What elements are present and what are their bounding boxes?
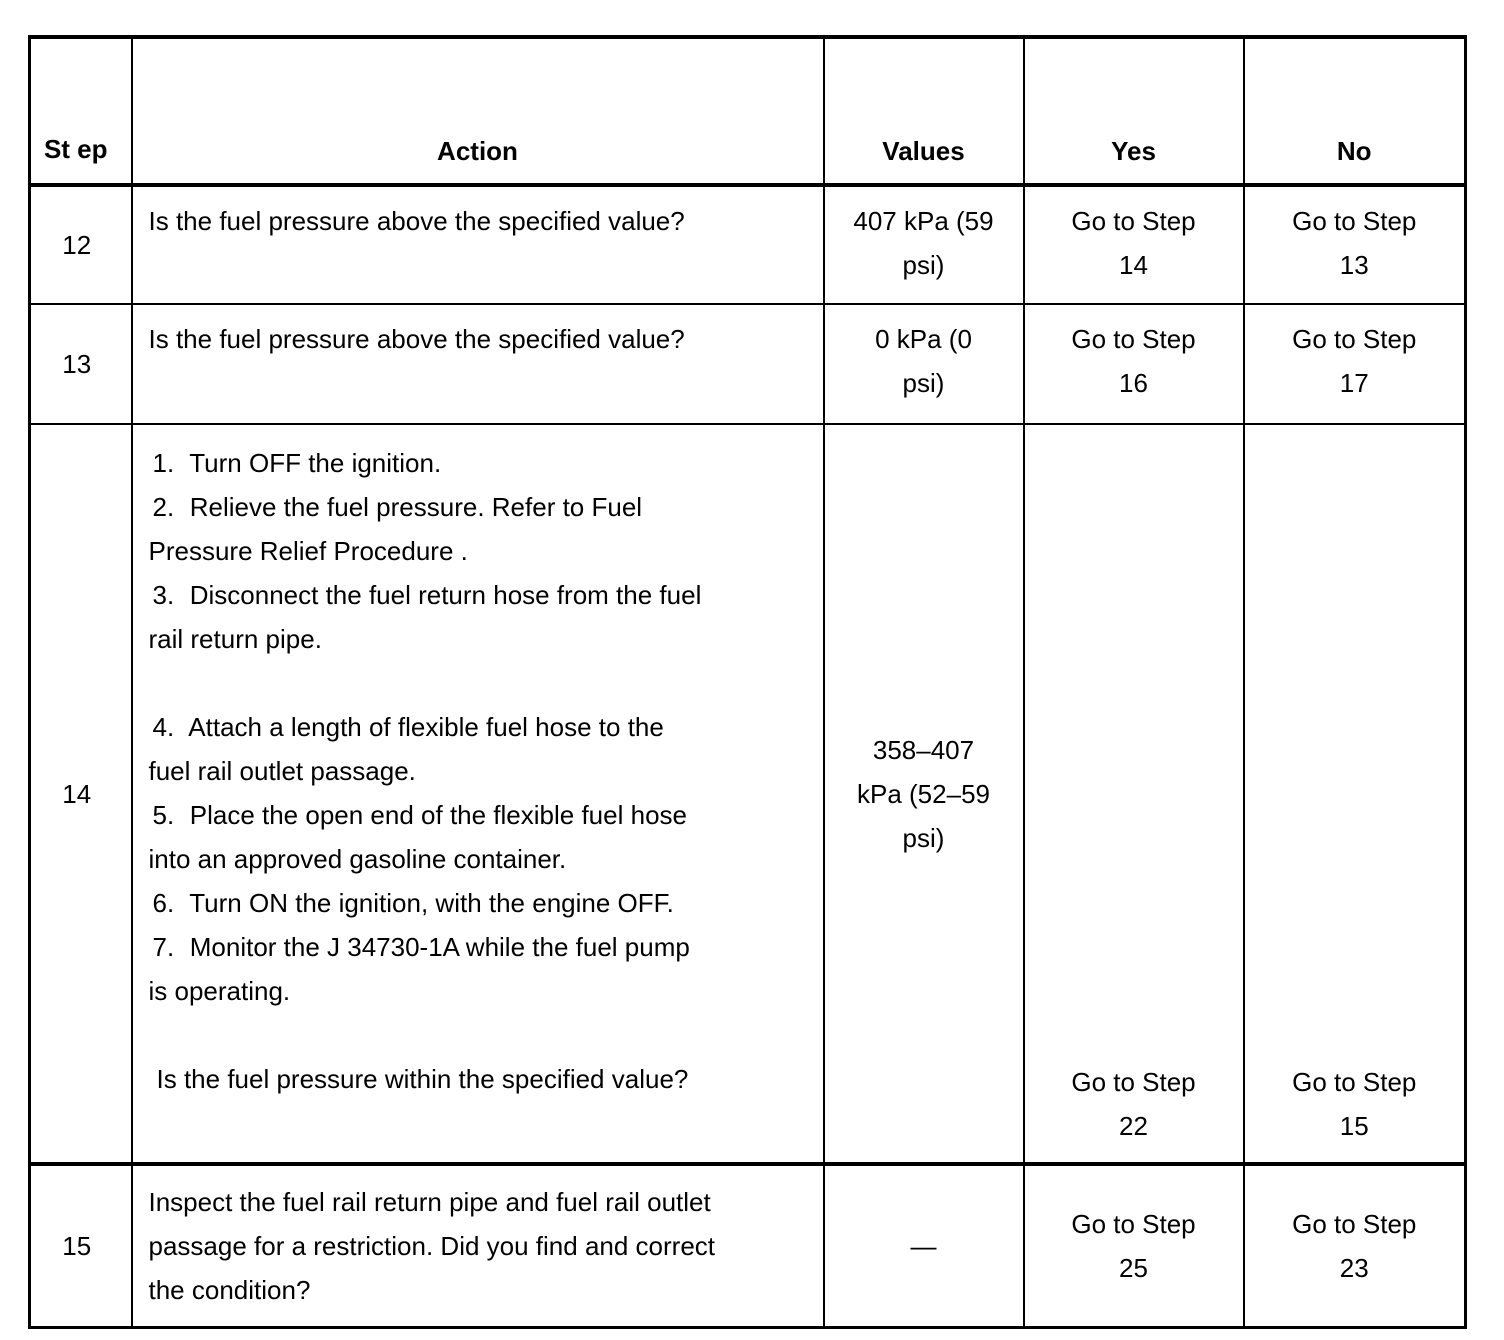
procedure-step-text: Turn ON the ignition, with the engine OFF. bbox=[189, 888, 674, 918]
header-values: Values bbox=[824, 37, 1024, 185]
action-text: Inspect the fuel rail return pipe and fuel rail outlet passage for a restriction. Did you find and correct the condition? bbox=[132, 1164, 824, 1327]
spacer bbox=[149, 661, 703, 705]
procedure-step-number: 2. bbox=[152, 492, 175, 522]
action-procedure bbox=[132, 424, 824, 1164]
spec-value-text: 407 kPa (59 psi) bbox=[853, 206, 994, 280]
step-number: 15 bbox=[30, 1164, 132, 1327]
header-action: Action bbox=[132, 37, 824, 185]
procedure-step-number: 6. bbox=[152, 888, 175, 918]
yes-cell bbox=[1024, 424, 1244, 1164]
yes-goto-link[interactable]: Go to Step 16 bbox=[1071, 324, 1196, 398]
no-goto-link[interactable]: Go to Step 23 bbox=[1292, 1208, 1417, 1283]
procedure-step-number: 3. bbox=[152, 580, 175, 610]
yes-cell bbox=[1024, 304, 1244, 424]
no-cell bbox=[1244, 424, 1466, 1164]
no-goto-link[interactable]: Go to Step 17 bbox=[1292, 324, 1417, 398]
table-row bbox=[30, 1164, 1466, 1327]
table-row bbox=[30, 424, 1466, 1164]
procedure-step-text: Turn OFF the ignition. bbox=[189, 448, 442, 478]
yes-cell bbox=[1024, 185, 1244, 304]
procedure-step bbox=[149, 925, 703, 1013]
procedure-step bbox=[149, 573, 703, 661]
procedure-step-number: 4. bbox=[152, 712, 175, 742]
yes-cell bbox=[1024, 1164, 1244, 1327]
action-text: Is the fuel pressure above the specified value? bbox=[132, 304, 824, 424]
yes-goto-link[interactable]: Go to Step 25 bbox=[1071, 1208, 1196, 1283]
procedure-step-number: 5. bbox=[152, 800, 175, 830]
yes-goto-link[interactable]: Go to Step 22 bbox=[1071, 1067, 1196, 1141]
no-cell bbox=[1244, 1164, 1466, 1327]
spec-value bbox=[824, 424, 1024, 1164]
table-row bbox=[30, 185, 1466, 304]
spec-value-text: 0 kPa (0 psi) bbox=[875, 324, 972, 398]
procedure-step-number: 7. bbox=[152, 932, 175, 962]
diagnostic-table bbox=[28, 35, 1467, 1329]
step-number: 13 bbox=[30, 304, 132, 424]
spec-value-text: — bbox=[910, 1230, 937, 1261]
table-row bbox=[30, 304, 1466, 424]
spec-value-text: 358–407 kPa (52–59 psi) bbox=[857, 734, 990, 853]
procedure-step-number: 1. bbox=[152, 448, 175, 478]
procedure-step bbox=[149, 705, 703, 793]
action-text: Is the fuel pressure above the specified value? bbox=[132, 185, 824, 304]
procedure-step-text: Relieve the fuel pressure. Refer to Fuel Pressure Relief Procedure . bbox=[148, 492, 643, 566]
procedure-step bbox=[149, 881, 703, 925]
header-yes: Yes bbox=[1024, 37, 1244, 185]
procedure-step bbox=[149, 793, 703, 881]
yes-goto-link[interactable]: Go to Step 14 bbox=[1071, 206, 1196, 280]
procedure-step-text: Disconnect the fuel return hose from the fuel rail return pipe. bbox=[148, 580, 702, 654]
header-step: St ep bbox=[30, 37, 132, 185]
no-cell bbox=[1244, 304, 1466, 424]
header-row bbox=[30, 37, 1466, 185]
procedure-step-text: Place the open end of the flexible fuel hose into an approved gasoline container. bbox=[148, 800, 687, 874]
step-number: 14 bbox=[30, 424, 132, 1164]
procedure-step-text: Attach a length of flexible fuel hose to the fuel rail outlet passage. bbox=[148, 712, 664, 786]
step-number: 12 bbox=[30, 185, 132, 304]
spec-value bbox=[824, 304, 1024, 424]
procedure-step bbox=[149, 441, 703, 485]
header-no: No bbox=[1244, 37, 1466, 185]
procedure-step bbox=[149, 485, 703, 573]
no-goto-link[interactable]: Go to Step 13 bbox=[1292, 206, 1417, 280]
no-cell bbox=[1244, 185, 1466, 304]
spec-value bbox=[824, 1164, 1024, 1327]
spec-value bbox=[824, 185, 1024, 304]
procedure-step-text: Monitor the J 34730-1A while the fuel pump is operating. bbox=[148, 932, 690, 1006]
procedure-question: Is the fuel pressure within the specified value? bbox=[156, 1064, 689, 1094]
spacer bbox=[149, 1013, 703, 1057]
no-goto-link[interactable]: Go to Step 15 bbox=[1292, 1067, 1417, 1141]
